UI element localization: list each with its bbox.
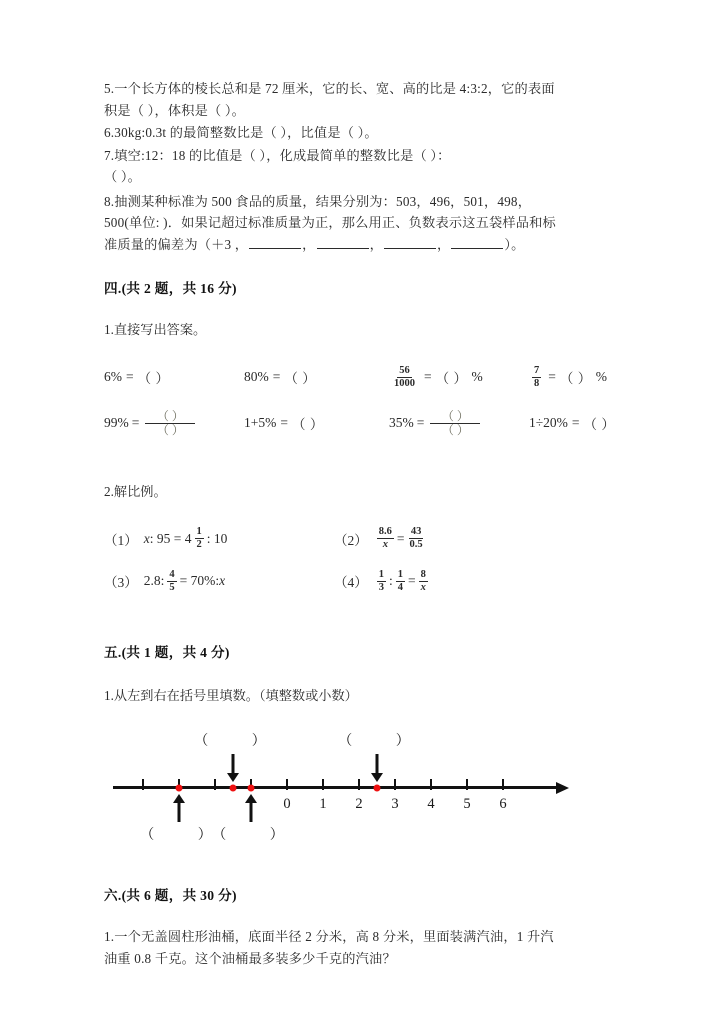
section-four-heading: 四.(共 2 题，共 16 分) [104,281,237,296]
equals-sign: = [416,415,425,431]
ratio-colon: : [389,573,393,589]
expression-left: 6% [104,369,122,385]
tick-label-5: 5 [463,796,471,813]
answer-paren-above[interactable]: （ ） [194,734,286,750]
fraction-numerator: 1 [196,526,202,538]
equals-sign: = [548,369,556,385]
variable-x: x [219,573,226,589]
equals-sign: = [131,415,140,431]
fraction-denominator: 5 [169,581,175,593]
axis-tick [394,779,396,790]
proportion-grid [104,526,624,593]
proportion-item-2 [334,526,428,551]
axis-tick [502,779,504,790]
axis-tick [322,779,324,790]
percent-item [244,367,389,387]
fraction-numerator: 1 [397,568,404,580]
percent-item [104,367,244,387]
percent-row-1 [104,365,624,390]
section-three-questions [104,78,624,255]
tick-label-3: 3 [391,796,399,813]
fraction-numerator: 4 [169,568,175,580]
answer-paren[interactable]: （ ） [583,417,616,433]
expression-text: = 70%: [179,573,220,589]
expression-text: : 95 = 4 [149,530,192,546]
item-number: （2） [334,532,368,548]
percent-item [529,365,607,390]
fraction-numerator: 56 [399,365,410,376]
fraction [396,569,405,594]
section-six [104,884,624,969]
item-number: （4） [334,575,368,591]
percent-item [389,410,529,438]
equals-sign: = [571,415,580,431]
percent-item [104,410,244,438]
proportion-item-4 [334,569,431,594]
equals-sign: = [424,369,432,385]
question-line-2: 油重 0.8 千克。这个油桶最多装多少千克的汽油？ [104,950,396,966]
marked-point [176,784,183,791]
expression-left: 80% [244,369,269,385]
section-four-q2-label: 2.解比例。 [104,484,167,500]
arrow-head-icon [371,773,383,782]
question-line-1: 1.一个无盖圆柱形油桶，底面半径 2 分米，高 8 分米，里面装满汽油，1 升汽 [104,929,554,945]
fraction-numerator: 8 [420,568,426,580]
proportion-item-1 [104,526,334,551]
expression-left: 35% [389,415,414,431]
percent-item [529,413,615,433]
section-four-q1-label: 1.直接写出答案。 [104,322,207,337]
answer-blank[interactable] [249,237,301,249]
percent-row-2 [104,410,624,438]
expression-text: : 10 [206,530,228,546]
question-8-suffix: ）。 [504,236,525,252]
marked-point [374,784,381,791]
expression-left: 1+5% [244,415,277,431]
question-8 [104,191,624,256]
percent-item [389,365,529,390]
fraction-numerator[interactable]: （ ） [430,410,480,424]
proportion-row [104,526,624,551]
answer-paren[interactable]: （ ） [137,371,170,387]
fraction-numerator: 43 [410,526,422,538]
question-7-line-2: （ ）。 [104,169,142,184]
section-four [104,277,624,593]
answer-paren[interactable]: （ ） [291,417,324,433]
fraction [195,526,204,551]
question-6 [104,122,624,144]
number-line-figure [104,724,624,852]
answer-fraction[interactable] [430,410,480,438]
arrow-shaft [178,802,181,822]
equals-sign: = [272,369,281,385]
answer-paren-above[interactable]: （ ） [338,734,430,750]
pointer-arrow-up [244,794,258,822]
answer-paren[interactable]: （ ） [435,371,468,387]
fraction-denominator[interactable]: （ ） [156,422,184,437]
fraction [167,569,176,594]
expression-left: 1÷20% [529,415,568,431]
variable-x: x [143,530,150,546]
answer-paren[interactable]: （ ） [284,371,317,387]
equals-sign: = [280,415,288,431]
section-five-heading: 五.(共 1 题，共 4 分) [104,645,230,661]
percent-item [244,413,389,433]
marked-point [230,784,237,791]
tick-label-0: 0 [283,796,291,813]
answer-paren-below[interactable]: （ ） [140,828,232,844]
fraction-numerator[interactable]: （ ） [145,410,195,424]
fraction-denominator: 3 [378,581,384,593]
section-six-question-1 [104,926,624,969]
question-5-line-2: 积是（ ），体积是（ ）。 [104,102,246,118]
question-8-line-3: 准质量的偏差为（＋3 ， ， ， ， ）。 [104,236,525,252]
tick-label-4: 4 [427,796,435,813]
question-7 [104,145,624,188]
section-five-q1-label: 1.从左到右在括号里填数。（填整数或小数） [104,688,358,704]
tick-label-6: 6 [499,796,507,813]
answer-blank[interactable] [317,237,369,249]
question-5 [104,78,624,121]
page-content [104,78,624,969]
answer-paren-below[interactable]: （ ） [212,828,304,844]
proportion-row [104,569,624,594]
axis-tick [466,779,468,790]
fraction-denominator[interactable]: （ ） [441,422,469,437]
fraction-denominator: 0.5 [409,539,423,551]
section-six-heading: 六.(共 6 题，共 30 分) [104,888,237,904]
arrow-shaft [250,802,253,822]
axis-tick [286,779,288,790]
arrow-head-icon [227,773,239,782]
axis-arrowhead-icon [556,782,569,794]
axis-tick [358,779,360,790]
question-8-line-2: 500(单位: )．如果记超过标准质量为正，那么用正、负数表示这五袋样品和标 [104,215,556,230]
axis-tick [142,779,144,790]
fraction-denominator: 8 [534,377,540,389]
question-7-line-1: 7.填空:12：18 的比值是（ ），化成最简单的整数比是（ ）： [104,147,451,163]
fraction-numerator: 7 [534,365,540,376]
answer-paren[interactable]: （ ） [559,371,592,387]
answer-blank[interactable] [451,237,503,249]
percent-sign: % [471,369,483,385]
fraction-denominator: x [382,539,388,551]
fraction [408,526,425,551]
section-five [104,641,624,852]
equals-sign: = [126,369,134,385]
tick-label-2: 2 [355,796,363,813]
fraction [377,569,386,594]
axis-tick [430,779,432,790]
arrow-shaft [376,754,379,774]
fraction-denominator: x [420,581,426,593]
arrow-shaft [232,754,235,774]
question-6-line-1: 6.30kg:0.3t 的最简整数比是（ ），比值是（ ）。 [104,125,378,140]
pointer-arrow-down [370,754,384,782]
fraction-numerator: 1 [378,568,384,580]
answer-blank[interactable] [384,237,436,249]
pointer-arrow-up [172,794,186,822]
equals-sign: = [408,573,416,589]
question-8-prefix: 准质量的偏差为（＋3 ， [104,236,249,252]
expression-left: 99% [104,415,129,431]
fraction-denominator: 2 [196,539,202,551]
fraction-denominator: 4 [397,581,404,593]
percent-sign: % [595,369,607,385]
fraction [377,526,394,551]
fraction [419,569,428,594]
equals-sign: = [396,530,405,546]
fraction-numerator: 8.6 [378,526,392,538]
question-8-line-1: 8.抽测某种标准为 500 食品的质量，结果分别为：503，496，501，498， [104,193,532,209]
axis-tick [214,779,216,790]
proportion-item-3 [104,569,334,594]
expression-text: 2.8: [143,573,165,589]
question-5-line-1: 5.一个长方体的棱长总和是 72 厘米，它的长、宽、高的比是 4:3:2，它的表面 [104,81,555,96]
fraction [392,365,417,390]
fraction [532,365,541,390]
item-number: （1） [104,532,138,548]
answer-fraction[interactable] [145,410,195,438]
item-number: （3） [104,575,138,591]
marked-point [248,784,255,791]
fraction-denominator: 1000 [394,377,415,389]
pointer-arrow-down [226,754,240,782]
tick-label-1: 1 [319,796,327,813]
